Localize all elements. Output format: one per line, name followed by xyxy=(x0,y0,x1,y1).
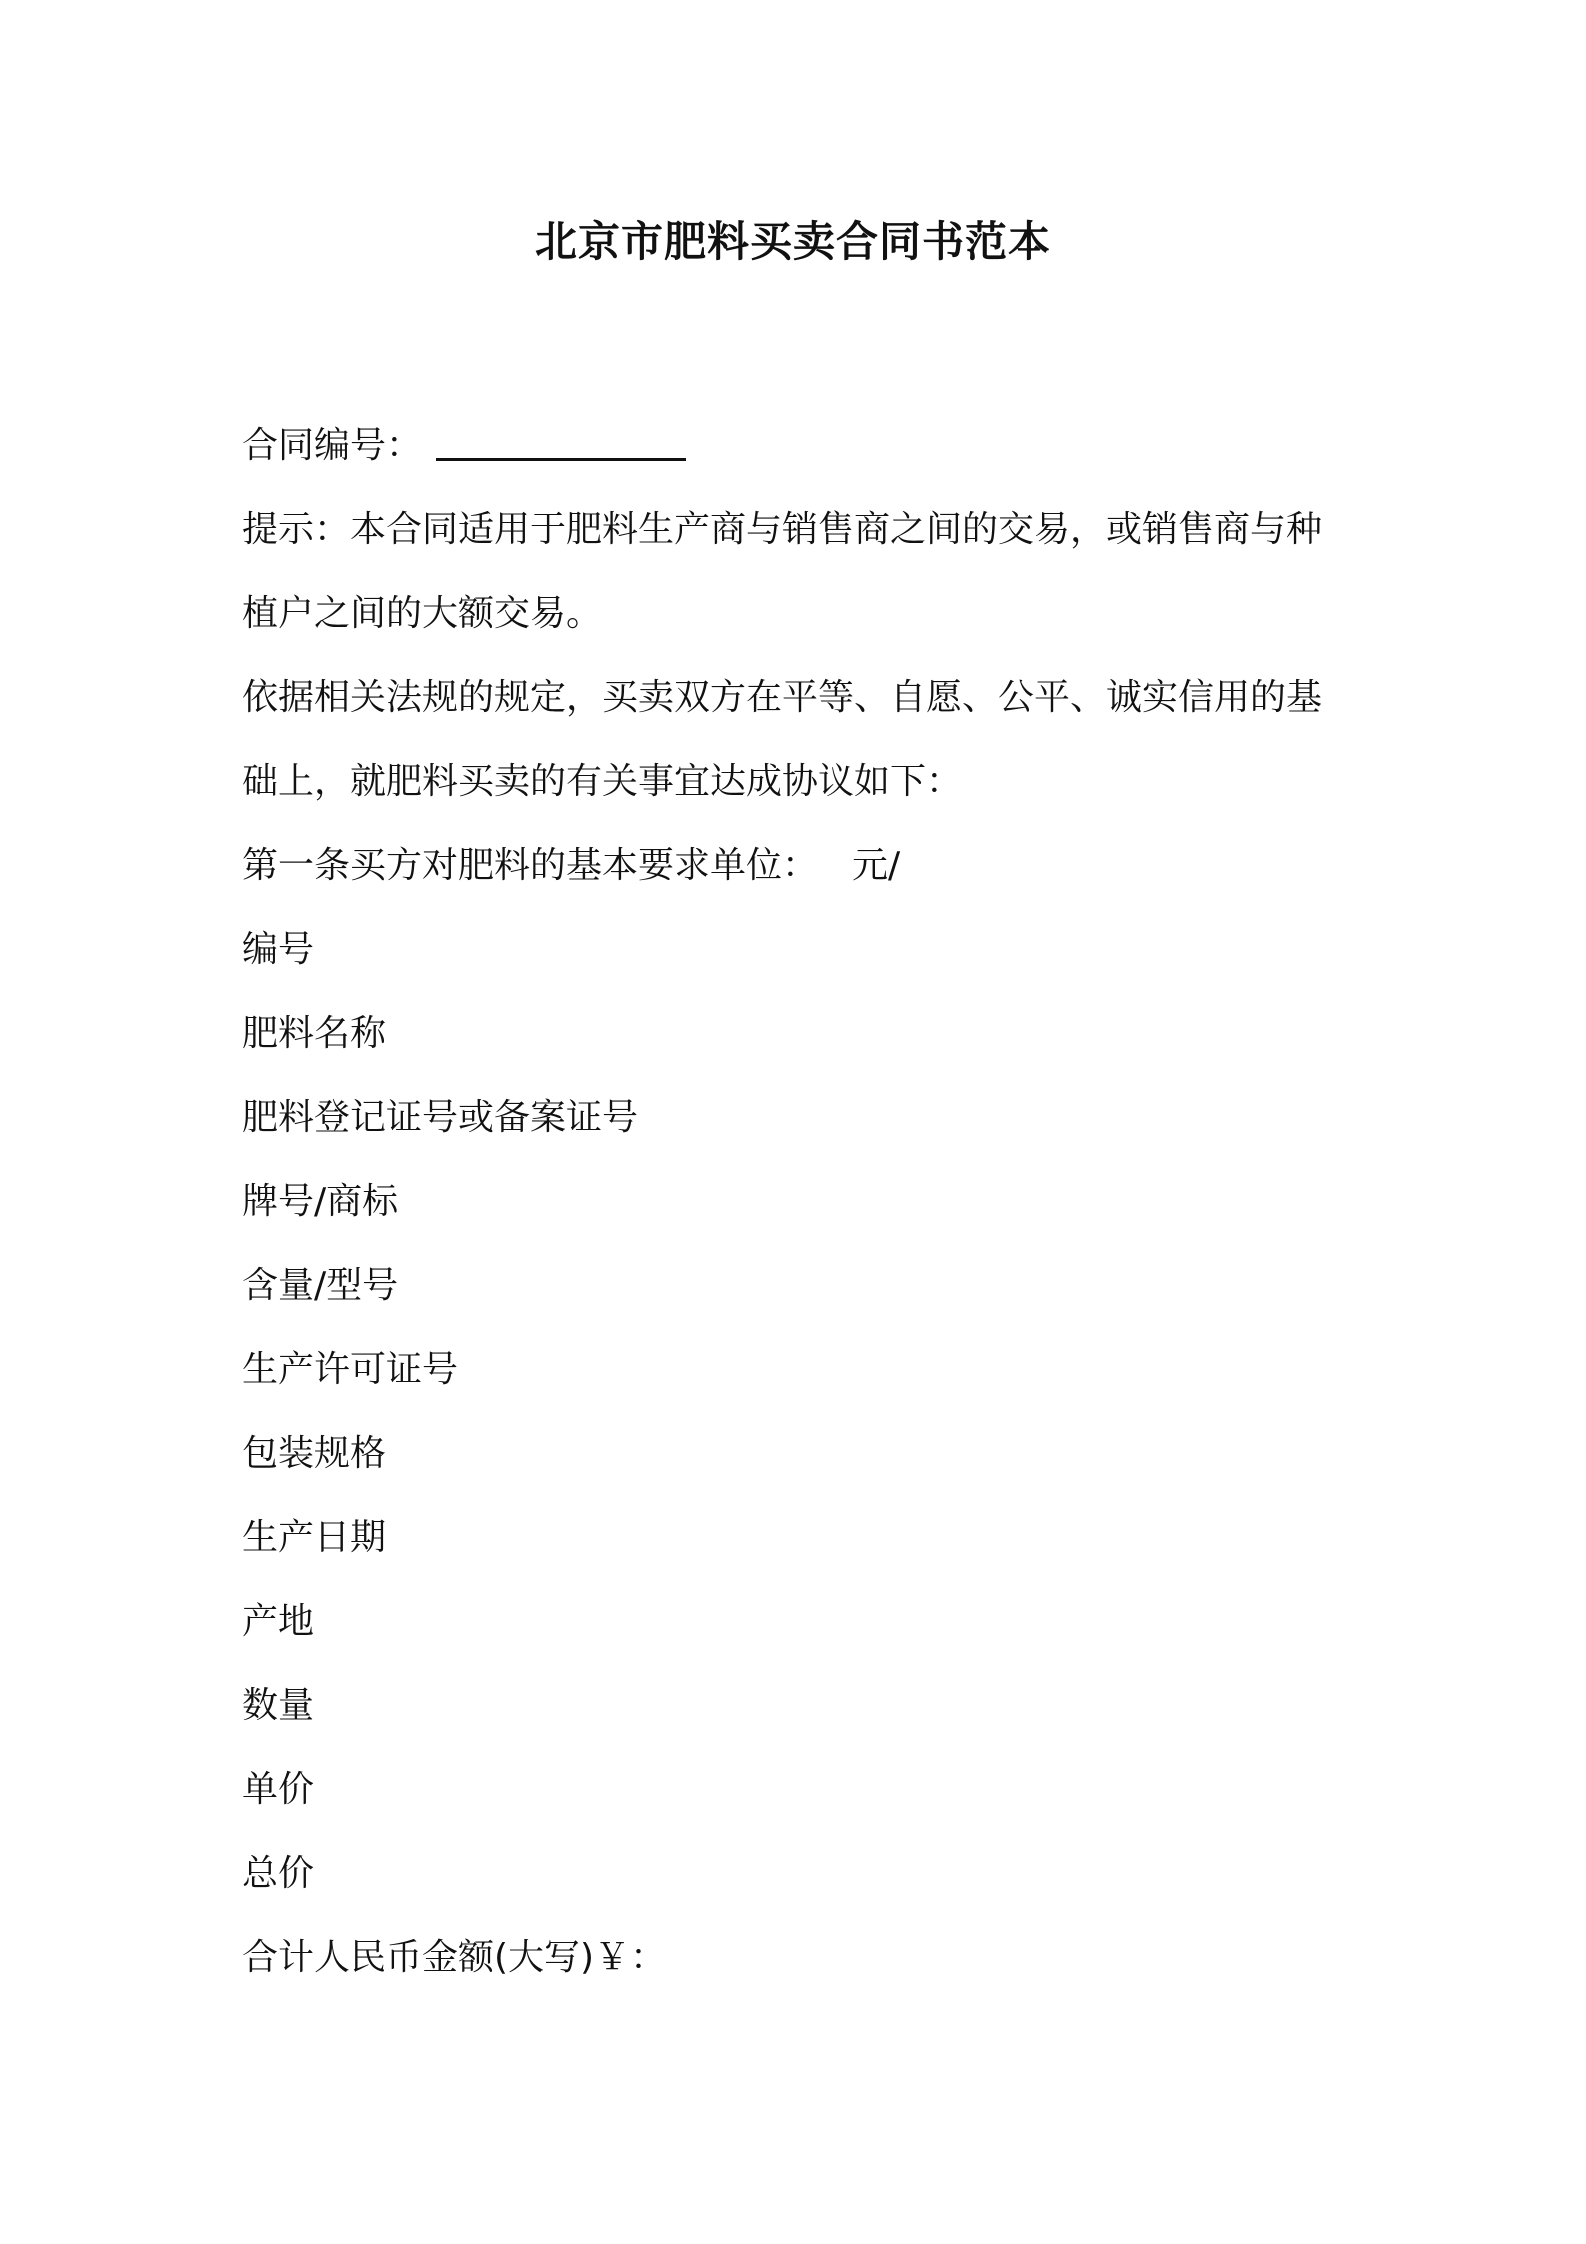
field-origin: 产地 xyxy=(242,1601,315,1642)
contract-number-label: 合同编号： xyxy=(242,425,423,466)
field-package-spec: 包装规格 xyxy=(242,1433,387,1474)
contract-number-line xyxy=(242,404,1352,488)
field-content-model: 含量/型号 xyxy=(242,1265,399,1306)
field-total-price: 总价 xyxy=(242,1853,315,1894)
preamble-paragraph: 依据相关法规的规定，买卖双方在平等、自愿、公平、诚实信用的基础上，就肥料买卖的有关事宜达成协议如下： xyxy=(242,677,1323,802)
document-title: 北京市肥料买卖合同书范本 xyxy=(534,217,1051,266)
contract-number-blank xyxy=(436,418,686,461)
field-number: 编号 xyxy=(242,929,315,970)
total-amount-line: 合计人民币金额(大写)￥： xyxy=(242,1937,667,1978)
document-body xyxy=(242,404,1352,2000)
field-unit-price: 单价 xyxy=(242,1769,315,1810)
notice-paragraph: 提示：本合同适用于肥料生产商与销售商之间的交易，或销售商与种植户之间的大额交易。 xyxy=(242,509,1323,634)
field-fertilizer-name: 肥料名称 xyxy=(242,1013,387,1054)
field-production-date: 生产日期 xyxy=(242,1517,387,1558)
article-1-unit: 元/ xyxy=(852,845,901,886)
field-production-license: 生产许可证号 xyxy=(242,1349,459,1390)
field-quantity: 数量 xyxy=(242,1685,315,1726)
field-registration-number: 肥料登记证号或备案证号 xyxy=(242,1097,639,1138)
field-brand-trademark: 牌号/商标 xyxy=(242,1181,399,1222)
article-1-line xyxy=(242,824,1352,908)
article-1-label: 第一条买方对肥料的基本要求单位： xyxy=(242,845,819,886)
